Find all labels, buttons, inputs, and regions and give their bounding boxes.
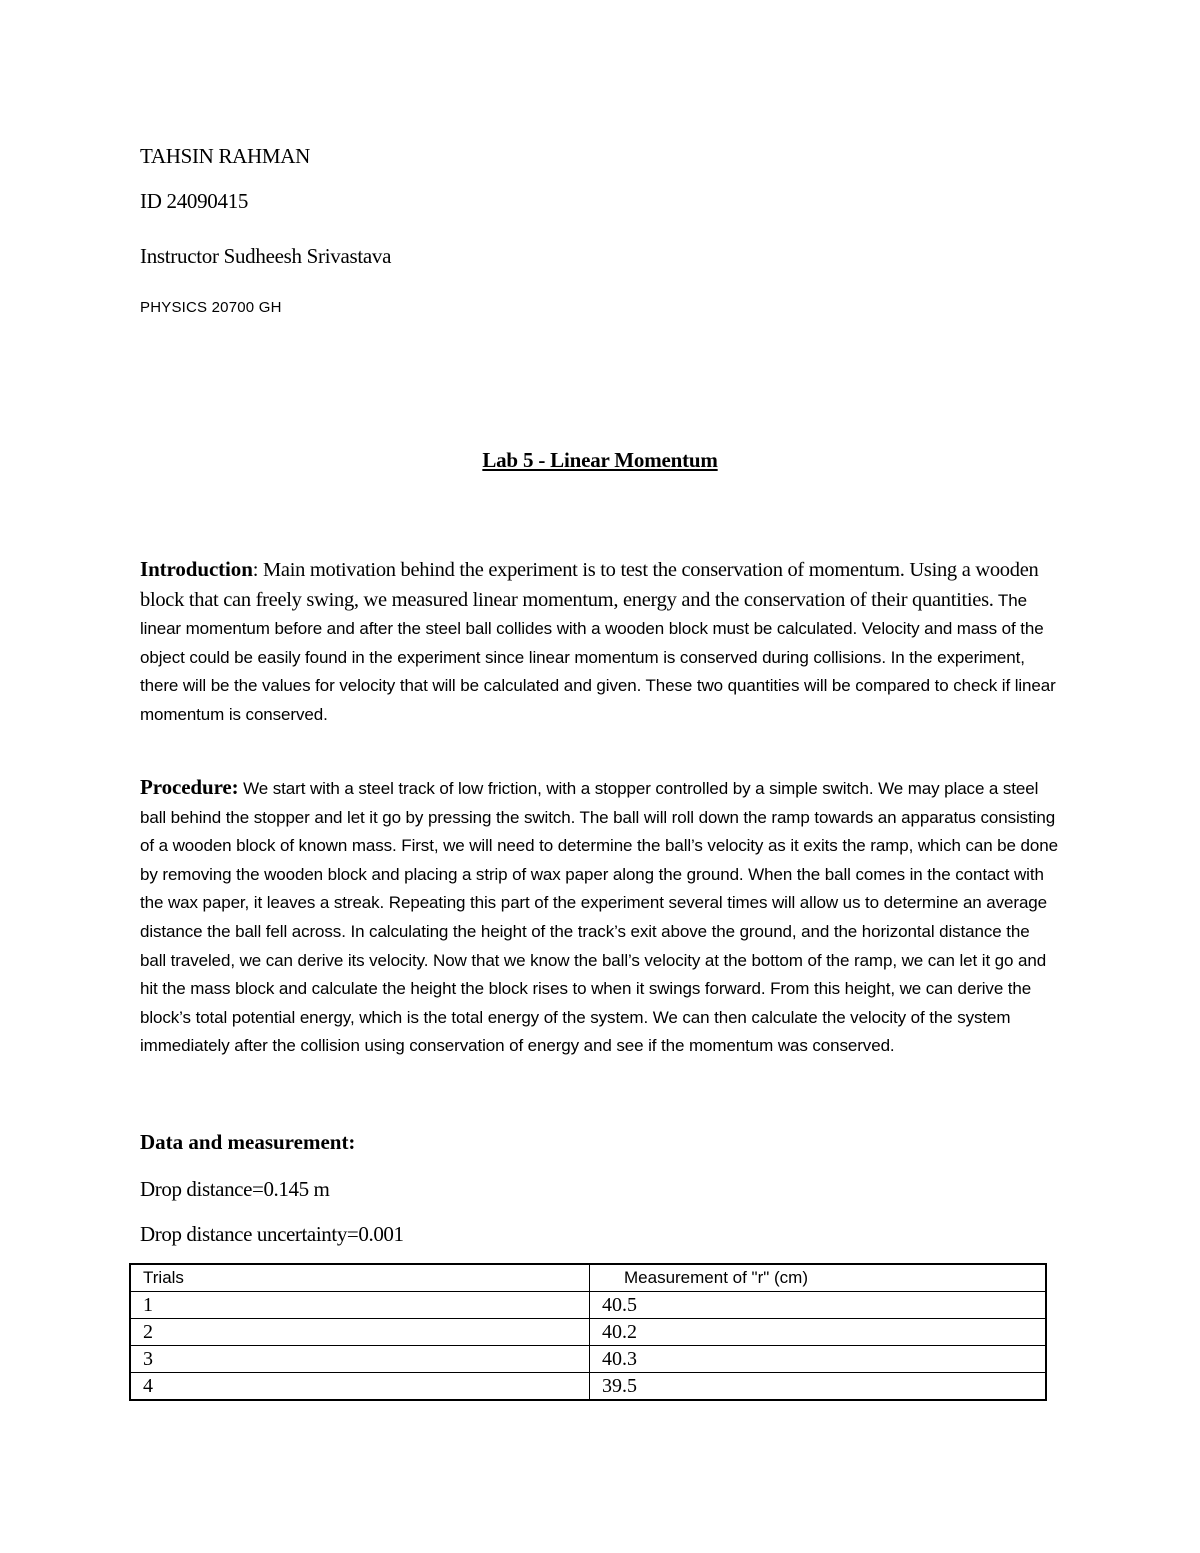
course-code: PHYSICS 20700 GH	[140, 299, 282, 316]
table-cell-measurement: 40.2	[590, 1319, 1047, 1346]
table-header-measurement: Measurement of "r" (cm)	[590, 1264, 1047, 1292]
procedure-paragraph	[140, 773, 1060, 1061]
table-cell-measurement: 39.5	[590, 1373, 1047, 1401]
table-row	[130, 1373, 1046, 1401]
data-section-heading: Data and measurement:	[140, 1130, 356, 1154]
procedure-heading: Procedure:	[140, 775, 239, 799]
table-row	[130, 1319, 1046, 1346]
drop-distance: Drop distance=0.145 m	[140, 1177, 330, 1201]
table-cell-trial: 1	[130, 1292, 590, 1319]
introduction-heading: Introduction	[140, 557, 253, 581]
table-row	[130, 1292, 1046, 1319]
procedure-text: We start with a steel track of low friction, with a stopper controlled by a simple switch. We may place a steel ball behind the stopper and let it go by pressing the switch. The ball will roll down the ramp towards an apparatus consisting of a wooden block of known mass. First, we will need to determine the ball’s velocity as it exits the ramp, which can be done by removing the wooden block and placing a strip of wax paper along the ground. When the ball comes in the contact with the wax paper, it leaves a streak. Repeating this part of the experiment several times will allow us to determine an average distance the ball fell across. In calculating the height of the track’s exit above the ground, and the horizontal distance the ball traveled, we can derive its velocity. Now that we know the ball’s velocity at the bottom of the ramp, we can let it go and hit the mass block and calculate the height the block rises to when it swings forward. From this height, we can derive the block’s total potential energy, which is the total energy of the system. We can then calculate the velocity of the system immediately after the collision using conservation of energy and see if the momentum was conserved.	[140, 779, 1058, 1056]
table-header-trials: Trials	[130, 1264, 590, 1292]
introduction-sans-text: The linear momentum before and after the steel ball collides with a wooden block must be calculated. Velocity and mass of the object could be easily found in the experiment since linear momentum is conserved during collisions. In the experiment, there will be the values for velocity that will be calculated and given. These two quantities will be compared to check if linear momentum is conserved.	[140, 590, 1056, 724]
drop-distance-uncertainty: Drop distance uncertainty=0.001	[140, 1222, 404, 1246]
table-cell-trial: 3	[130, 1346, 590, 1373]
table-cell-measurement: 40.5	[590, 1292, 1047, 1319]
student-id: ID 24090415	[140, 189, 249, 213]
introduction-paragraph	[140, 555, 1060, 730]
table-cell-trial: 4	[130, 1373, 590, 1401]
student-name: TAHSIN RAHMAN	[140, 144, 311, 168]
instructor-name: Instructor Sudheesh Srivastava	[140, 244, 392, 268]
table-cell-trial: 2	[130, 1319, 590, 1346]
table-header-row	[130, 1264, 1046, 1292]
introduction-serif-text: : Main motivation behind the experiment is to test the conservation of momentum. Using a wooden block that can freely swing, we measured linear momentum, energy and the conservation of their quantities.	[140, 559, 1039, 611]
page-title: Lab 5 - Linear Momentum	[482, 448, 718, 472]
table-row	[130, 1346, 1046, 1373]
measurement-table	[129, 1263, 1047, 1401]
table-cell-measurement: 40.3	[590, 1346, 1047, 1373]
